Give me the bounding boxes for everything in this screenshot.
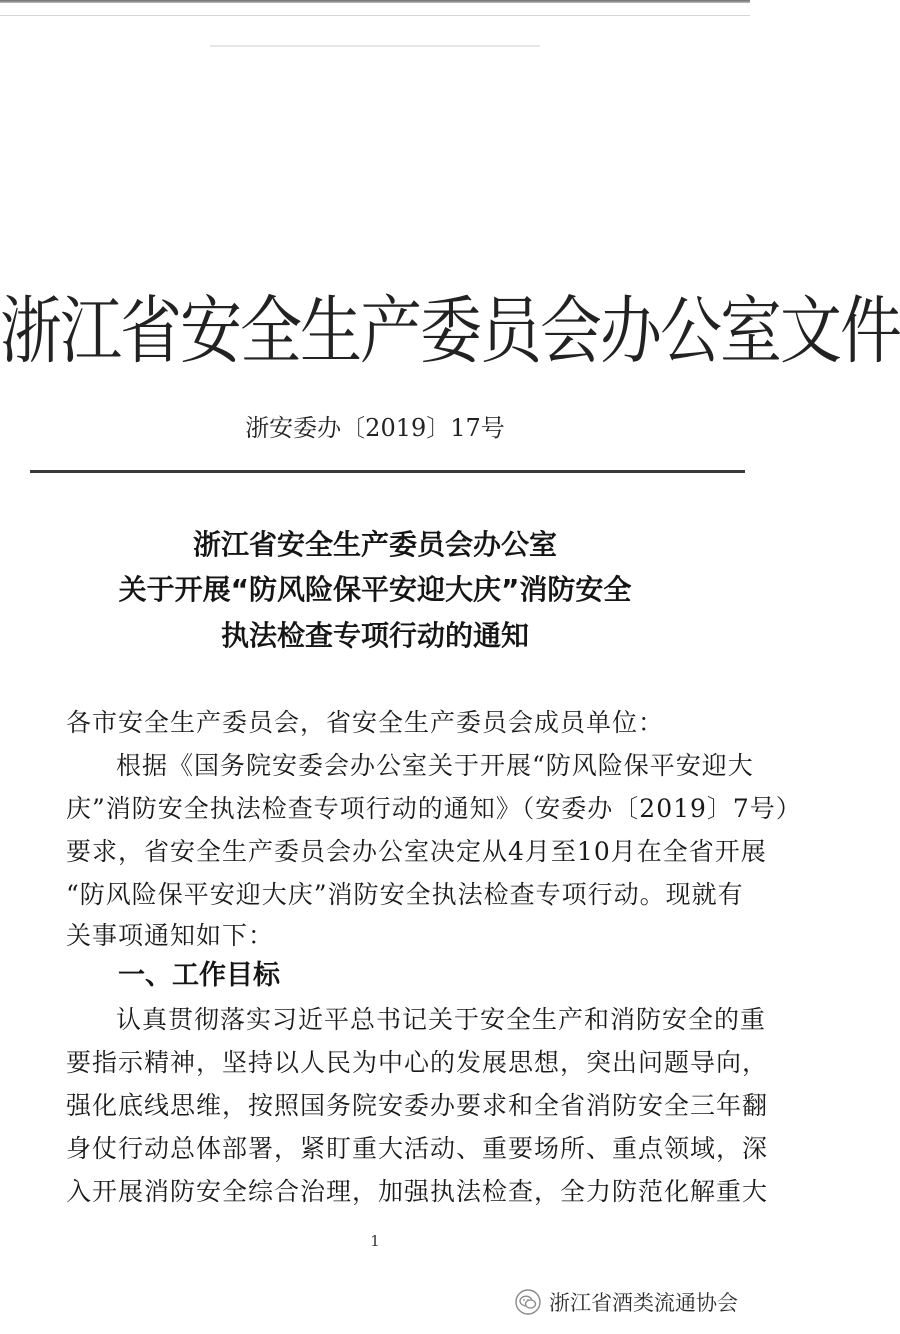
section-body-line: 身仗行动总体部署，紧盯重大活动、重要场所、重点领域，深 — [66, 1134, 769, 1163]
header-separator — [30, 470, 745, 473]
scan-smudge — [210, 45, 540, 47]
page-number: 1 — [370, 1232, 380, 1250]
scan-top-edge — [0, 0, 750, 3]
section-body-line: 要指示精神，坚持以人民为中心的发展思想，突出问题导向， — [66, 1048, 769, 1077]
body-line: 关事项通知如下： — [66, 921, 275, 950]
body-line: 庆”消防安全执法检查专项行动的通知》（安委办〔2019〕7号） — [66, 794, 802, 823]
notice-heading-line-1: 浙江省安全生产委员会办公室 — [192, 528, 557, 561]
section-body-line: 认真贯彻落实习近平总书记关于安全生产和消防安全的重 — [116, 1005, 767, 1034]
section-title-work-goals: 一、工作目标 — [118, 960, 280, 991]
addressee-line: 各市安全生产委员会，省安全生产委员会成员单位： — [66, 708, 665, 737]
section-body-line: 入开展消防安全综合治理，加强执法检查，全力防范化解重大 — [66, 1177, 769, 1206]
source-watermark — [515, 1288, 738, 1316]
document-title: 浙江省安全生产委员会办公室文件 — [0, 287, 900, 374]
scan-edge-line — [0, 15, 750, 16]
notice-heading-line-2: 关于开展“防风险保平安迎大庆”消防安全 — [118, 573, 632, 606]
body-line: 要求，省安全生产委员会办公室决定从4月至10月在全省开展 — [66, 837, 767, 866]
notice-heading-line-3: 执法检查专项行动的通知 — [220, 619, 529, 652]
wechat-icon — [515, 1289, 541, 1315]
watermark-text: 浙江省酒类流通协会 — [549, 1291, 738, 1315]
section-body-line: 强化底线思维，按照国务院安委办要求和全省消防安全三年翻 — [66, 1091, 769, 1120]
body-line: 根据《国务院安委会办公室关于开展“防风险保平安迎大 — [116, 751, 754, 780]
document-number: 浙安委办〔2019〕17号 — [245, 414, 505, 442]
body-line: “防风险保平安迎大庆”消防安全执法检查专项行动。现就有 — [66, 880, 744, 909]
